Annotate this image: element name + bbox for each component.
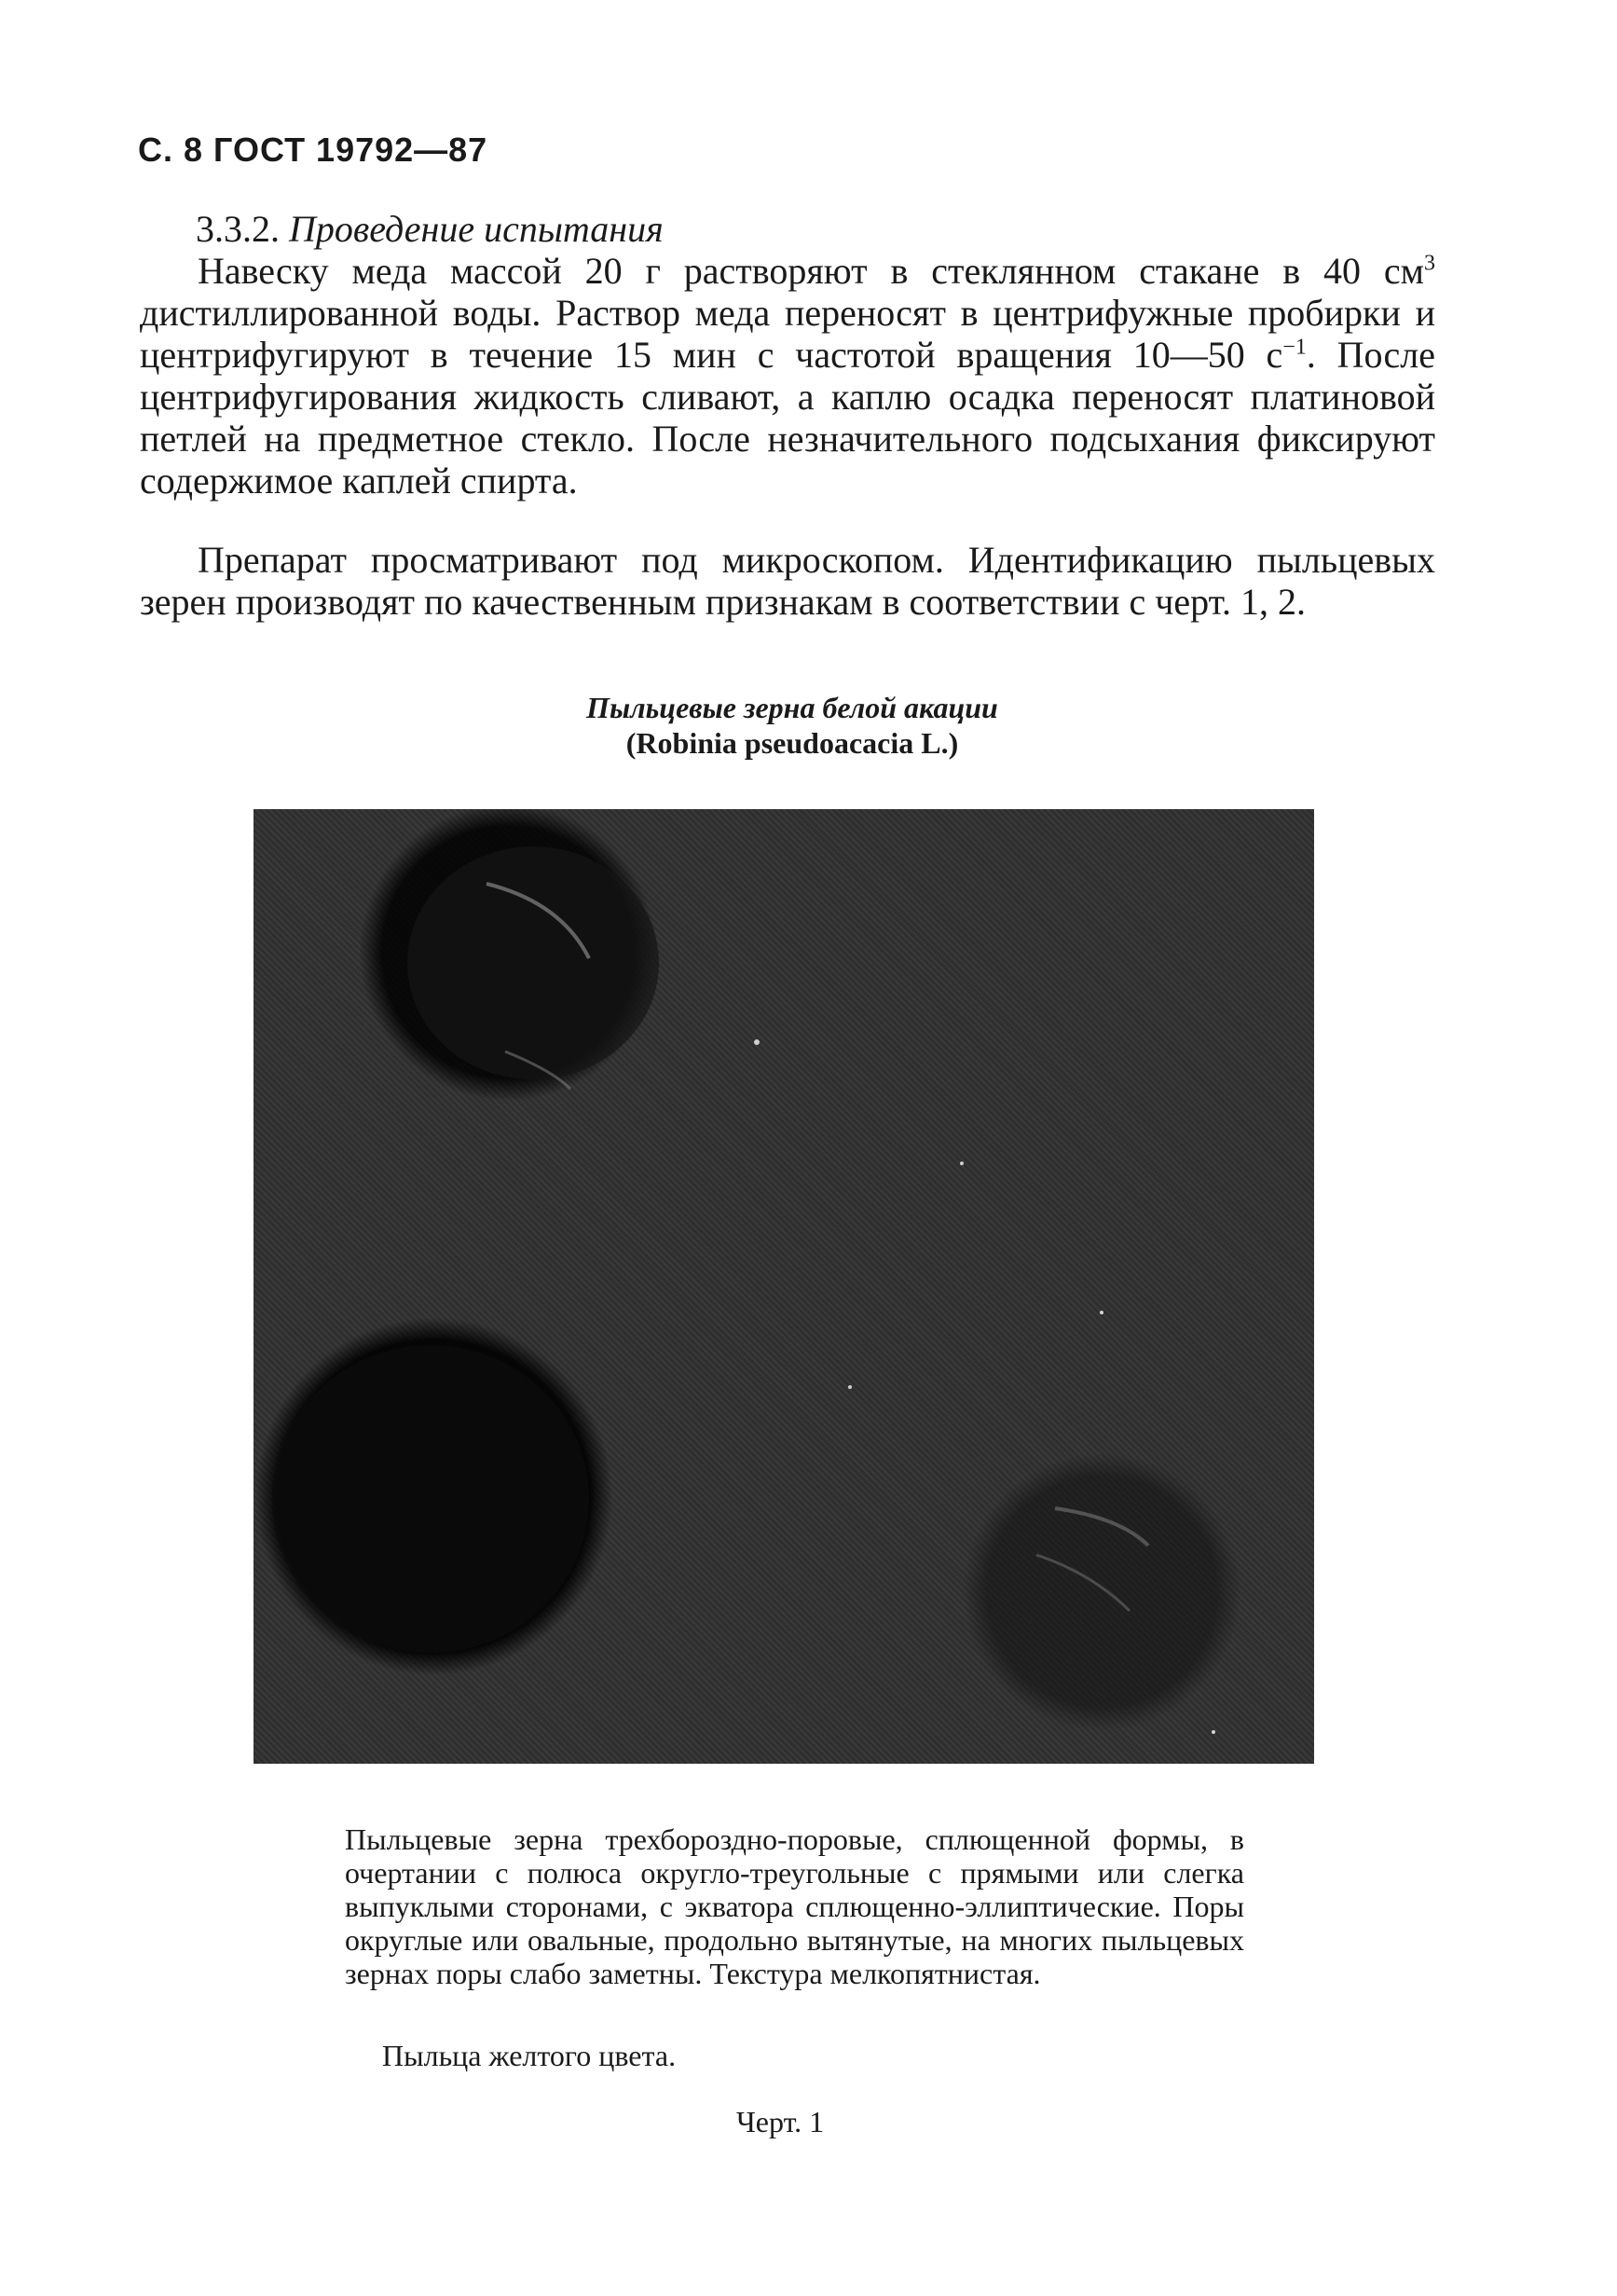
paragraph-procedure: Навеску меда массой 20 г растворяют в стеклянном стакане в 40 $см^3$ дистиллированной воды. Раствор меда переносят в центрифужные пробирки и центрифугируют в течение 15 мин с частотой вращения 10—50 $с^{-1}$. После центрифугирования жидкость сливают, а каплю осадка переносят платиновой петлей на предметное стекло. После незначительного подсыхания фиксируют содержимое каплей спирта. [140, 250, 1435, 502]
figure-title [373, 690, 1212, 761]
section-heading [196, 207, 664, 251]
paragraph-microscopy: Препарат просматривают под микроскопом. Идентификацию пыльцевых зерен производят по качественным признакам в соответствии с черт. 1, 2. [140, 539, 1435, 623]
figure-label: Черт. 1 [736, 2105, 825, 2138]
figure-title-line1: Пыльцевые зерна белой акации [586, 691, 998, 724]
section-title: Проведение испытания [289, 208, 664, 250]
micrograph-image [254, 809, 1314, 1764]
micrograph-details [254, 809, 1314, 1764]
section-number: 3.3.2. [196, 208, 280, 250]
page-header: С. 8 ГОСТ 19792—87 [138, 131, 488, 169]
figure-caption: Пыльцевые зерна трехбороздно-поровые, сплющенной формы, в очертании с полюса округло-треугольные с прямыми или слегка выпуклыми сторонами, с экватора сплющенно-эллиптические. Поры округлые или овальные, продольно вытянутые, на многих пыльцевых зернах поры слабо заметны. Текстура мелкопятнистая. [345, 1822, 1244, 1990]
figure-title-line2: (Robinia pseudoacacia L.) [625, 726, 959, 760]
figure-caption-color: Пыльца желтого цвета. [382, 2039, 677, 2072]
